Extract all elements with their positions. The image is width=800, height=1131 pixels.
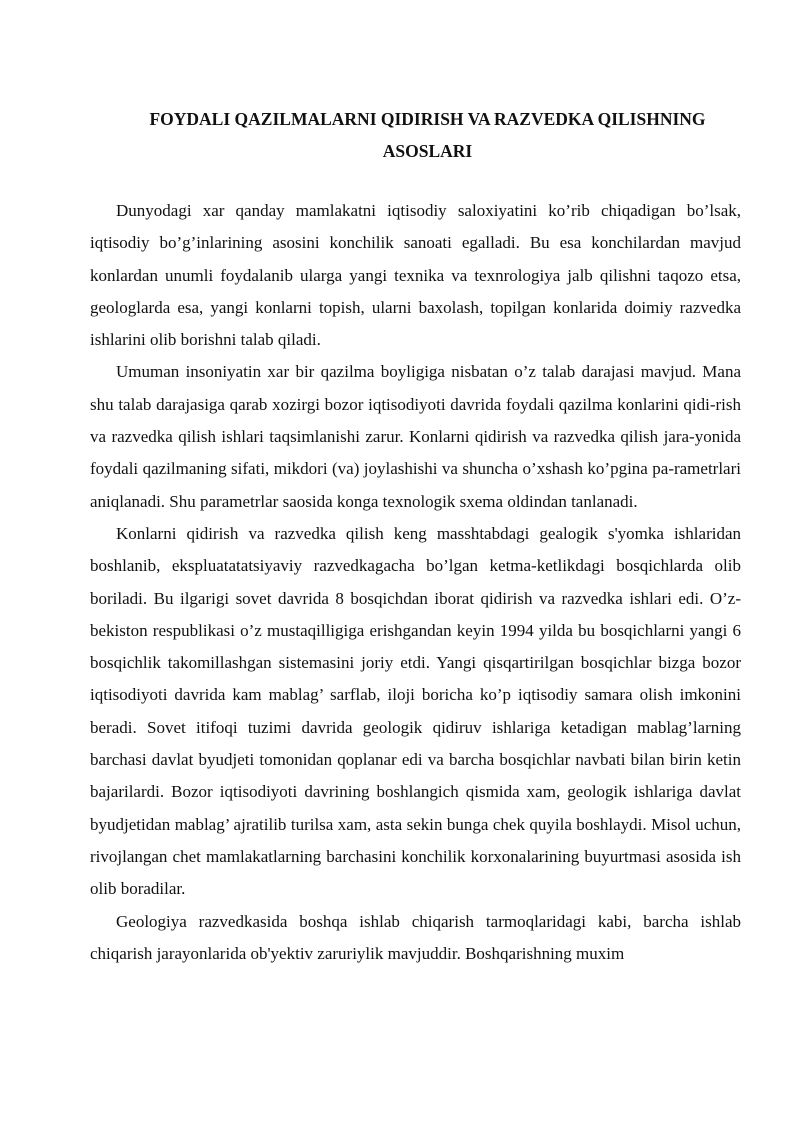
title-line-1: FOYDALI QAZILMALARNI QIDIRISH VA RAZVEDKA QILISHNING [149,109,706,129]
paragraph-1: Dunyodagi xar qanday mamlakatni iqtisodiy saloxiyatini ko’rib chiqadigan bo’lsak, iqtisodiy bo’g’inlarining asosini konchilik sanoati egalladi. Bu esa konchilardan mavjud konlardan unumli foydalanib ularga yangi texnika va texnrologiya jalb qilishni taqozo etsa, geologlarda esa, yangi konlarni topish, ularni baxolash, topilgan konlarida doimiy razvedka ishlarini olib borishni talab qiladi. [90,201,741,350]
title-line-2: ASOSLARI [382,141,473,161]
paragraph-4: Geologiya razvedkasida boshqa ishlab chiqarish tarmoqlaridagi kabi, barcha ishlab chiqarish jarayonlarida ob'yektiv zaruriylik mavjuddir. Boshqarishning muxim [90,911,741,963]
paragraph-2: Umuman insoniyatin xar bir qazilma boyligiga nisbatan o’z talab darajasi mavjud. Mana shu talab darajasiga qarab xozirgi bozor iqtisodiyoti davrida foydali qazilma konlarini qidi-rish va razvedka qilish ishlari taqsimlanishi zarur. Konlarni qidirish va razvedka qilish jara-yonida foydali qazilmaning sifati, mikdori (va) joylashishi va shuncha o’xshash ko’pgina pa-rametrlari aniqlanadi. Shu parametrlar saosida konga texnologik sxema oldindan tanlanadi. [90,362,741,511]
document-title [90,103,741,167]
paragraph-3: Konlarni qidirish va razvedka qilish keng masshtabdagi gealogik s'yomka ishlaridan boshlanib, ekspluatatatsiyaviy razvedkagacha bo’lgan ketma-ketlikdagi bosqichlarda olib boriladi. Bu ilgarigi sovet davrida 8 bosqichdan iborat qidirish va razvedka ishlari edi. O’z-bekiston respublikasi o’z mustaqilligiga erishgandan keyin 1994 yilda bu bosqichlarni yangi 6 bosqichlik takomillashgan sistemasini joriy etdi. Yangi qisqartirilgan bosqichlar bizga bozor iqtisodiyoti davrida kam mablag’ sarflab, iloji boricha ko’p iqtisodiy samara olish imkonini beradi. Sovet itifoqi tuzimi davrida geologik qidiruv ishlariga ketadigan mablag’larning barchasi davlat byudjeti tomonidan qoplanar edi va barcha bosqichlar navbati bilan birin ketin bajarilardi. Bozor iqtisodiyoti davrining boshlangich qismida xam, geologik ishlariga davlat byudjetidan mablag’ ajratilib turilsa xam, asta sekin bunga chek quyila boshlaydi. Misol uchun, rivojlangan chet mamlakatlarning barchasini konchilik korxonalarining buyurtmasi asosida ish olib boradilar. [90,523,741,899]
document-page [90,103,741,970]
